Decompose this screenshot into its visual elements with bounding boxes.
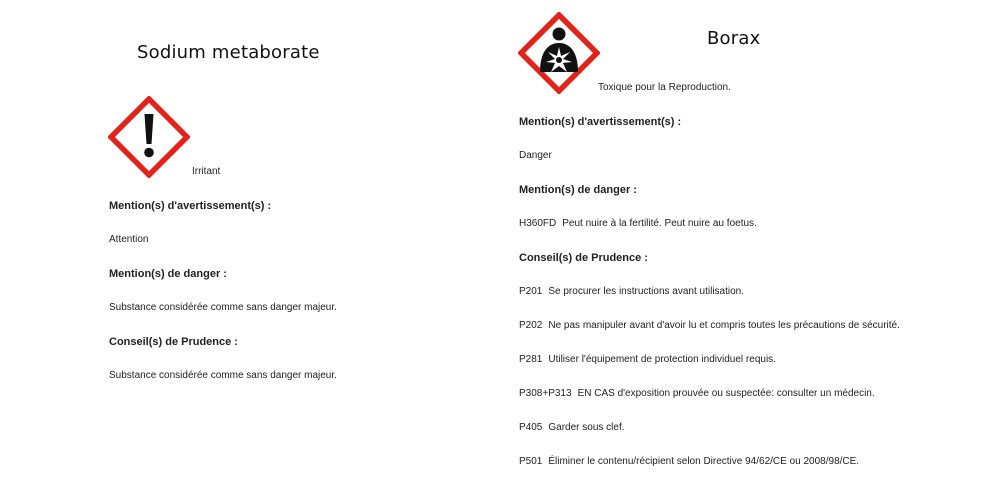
precaution-statement bbox=[519, 320, 900, 331]
left-hazard-text: Substance considérée comme sans danger majeur. bbox=[109, 302, 337, 313]
precaution-text: Se procurer les instructions avant utilisation. bbox=[548, 286, 745, 297]
right-signal-word-heading: Mention(s) d'avertissement(s) : bbox=[519, 116, 682, 128]
precaution-code: P308+P313 bbox=[519, 388, 572, 399]
left-precaution-heading: Conseil(s) de Prudence : bbox=[109, 336, 238, 348]
precaution-code: P281 bbox=[519, 354, 543, 365]
precaution-text: Garder sous clef. bbox=[548, 422, 625, 433]
hazard-text: Peut nuire à la fertilité. Peut nuire au foetus. bbox=[562, 218, 757, 229]
precaution-statement bbox=[519, 286, 744, 297]
left-signal-word: Attention bbox=[109, 234, 149, 245]
exclamation-mark-icon bbox=[108, 96, 190, 178]
precaution-statement bbox=[519, 354, 776, 365]
health-hazard-icon bbox=[518, 12, 600, 94]
precaution-text: EN CAS d'exposition prouvée ou suspectée: consulter un médecin. bbox=[577, 388, 875, 399]
left-hazard-heading: Mention(s) de danger : bbox=[109, 268, 227, 280]
right-signal-word: Danger bbox=[519, 150, 552, 161]
precaution-text: Utiliser l'équipement de protection individuel requis. bbox=[548, 354, 776, 365]
precaution-text: Éliminer le contenu/récipient selon Directive 94/62/CE ou 2008/98/CE. bbox=[548, 456, 860, 467]
hazard-code: H360FD bbox=[519, 218, 557, 229]
precaution-statement bbox=[519, 422, 625, 433]
right-title: Borax bbox=[707, 28, 761, 49]
precaution-code: P202 bbox=[519, 320, 543, 331]
precaution-code: P405 bbox=[519, 422, 543, 433]
right-hazard-heading: Mention(s) de danger : bbox=[519, 184, 637, 196]
left-signal-word-heading: Mention(s) d'avertissement(s) : bbox=[109, 200, 272, 212]
precaution-text: Ne pas manipuler avant d'avoir lu et compris toutes les précautions de sécurité. bbox=[548, 320, 900, 331]
right-hazard-statement bbox=[519, 218, 757, 229]
left-title: Sodium metaborate bbox=[137, 42, 320, 63]
right-precaution-heading: Conseil(s) de Prudence : bbox=[519, 252, 648, 264]
right-pictogram-caption: Toxique pour la Reproduction. bbox=[598, 82, 731, 93]
precaution-code: P201 bbox=[519, 286, 543, 297]
precaution-code: P501 bbox=[519, 456, 543, 467]
left-precaution-text: Substance considérée comme sans danger majeur. bbox=[109, 370, 337, 381]
precaution-statement bbox=[519, 388, 875, 399]
left-pictogram-caption: Irritant bbox=[192, 166, 221, 177]
precaution-statement bbox=[519, 456, 859, 467]
